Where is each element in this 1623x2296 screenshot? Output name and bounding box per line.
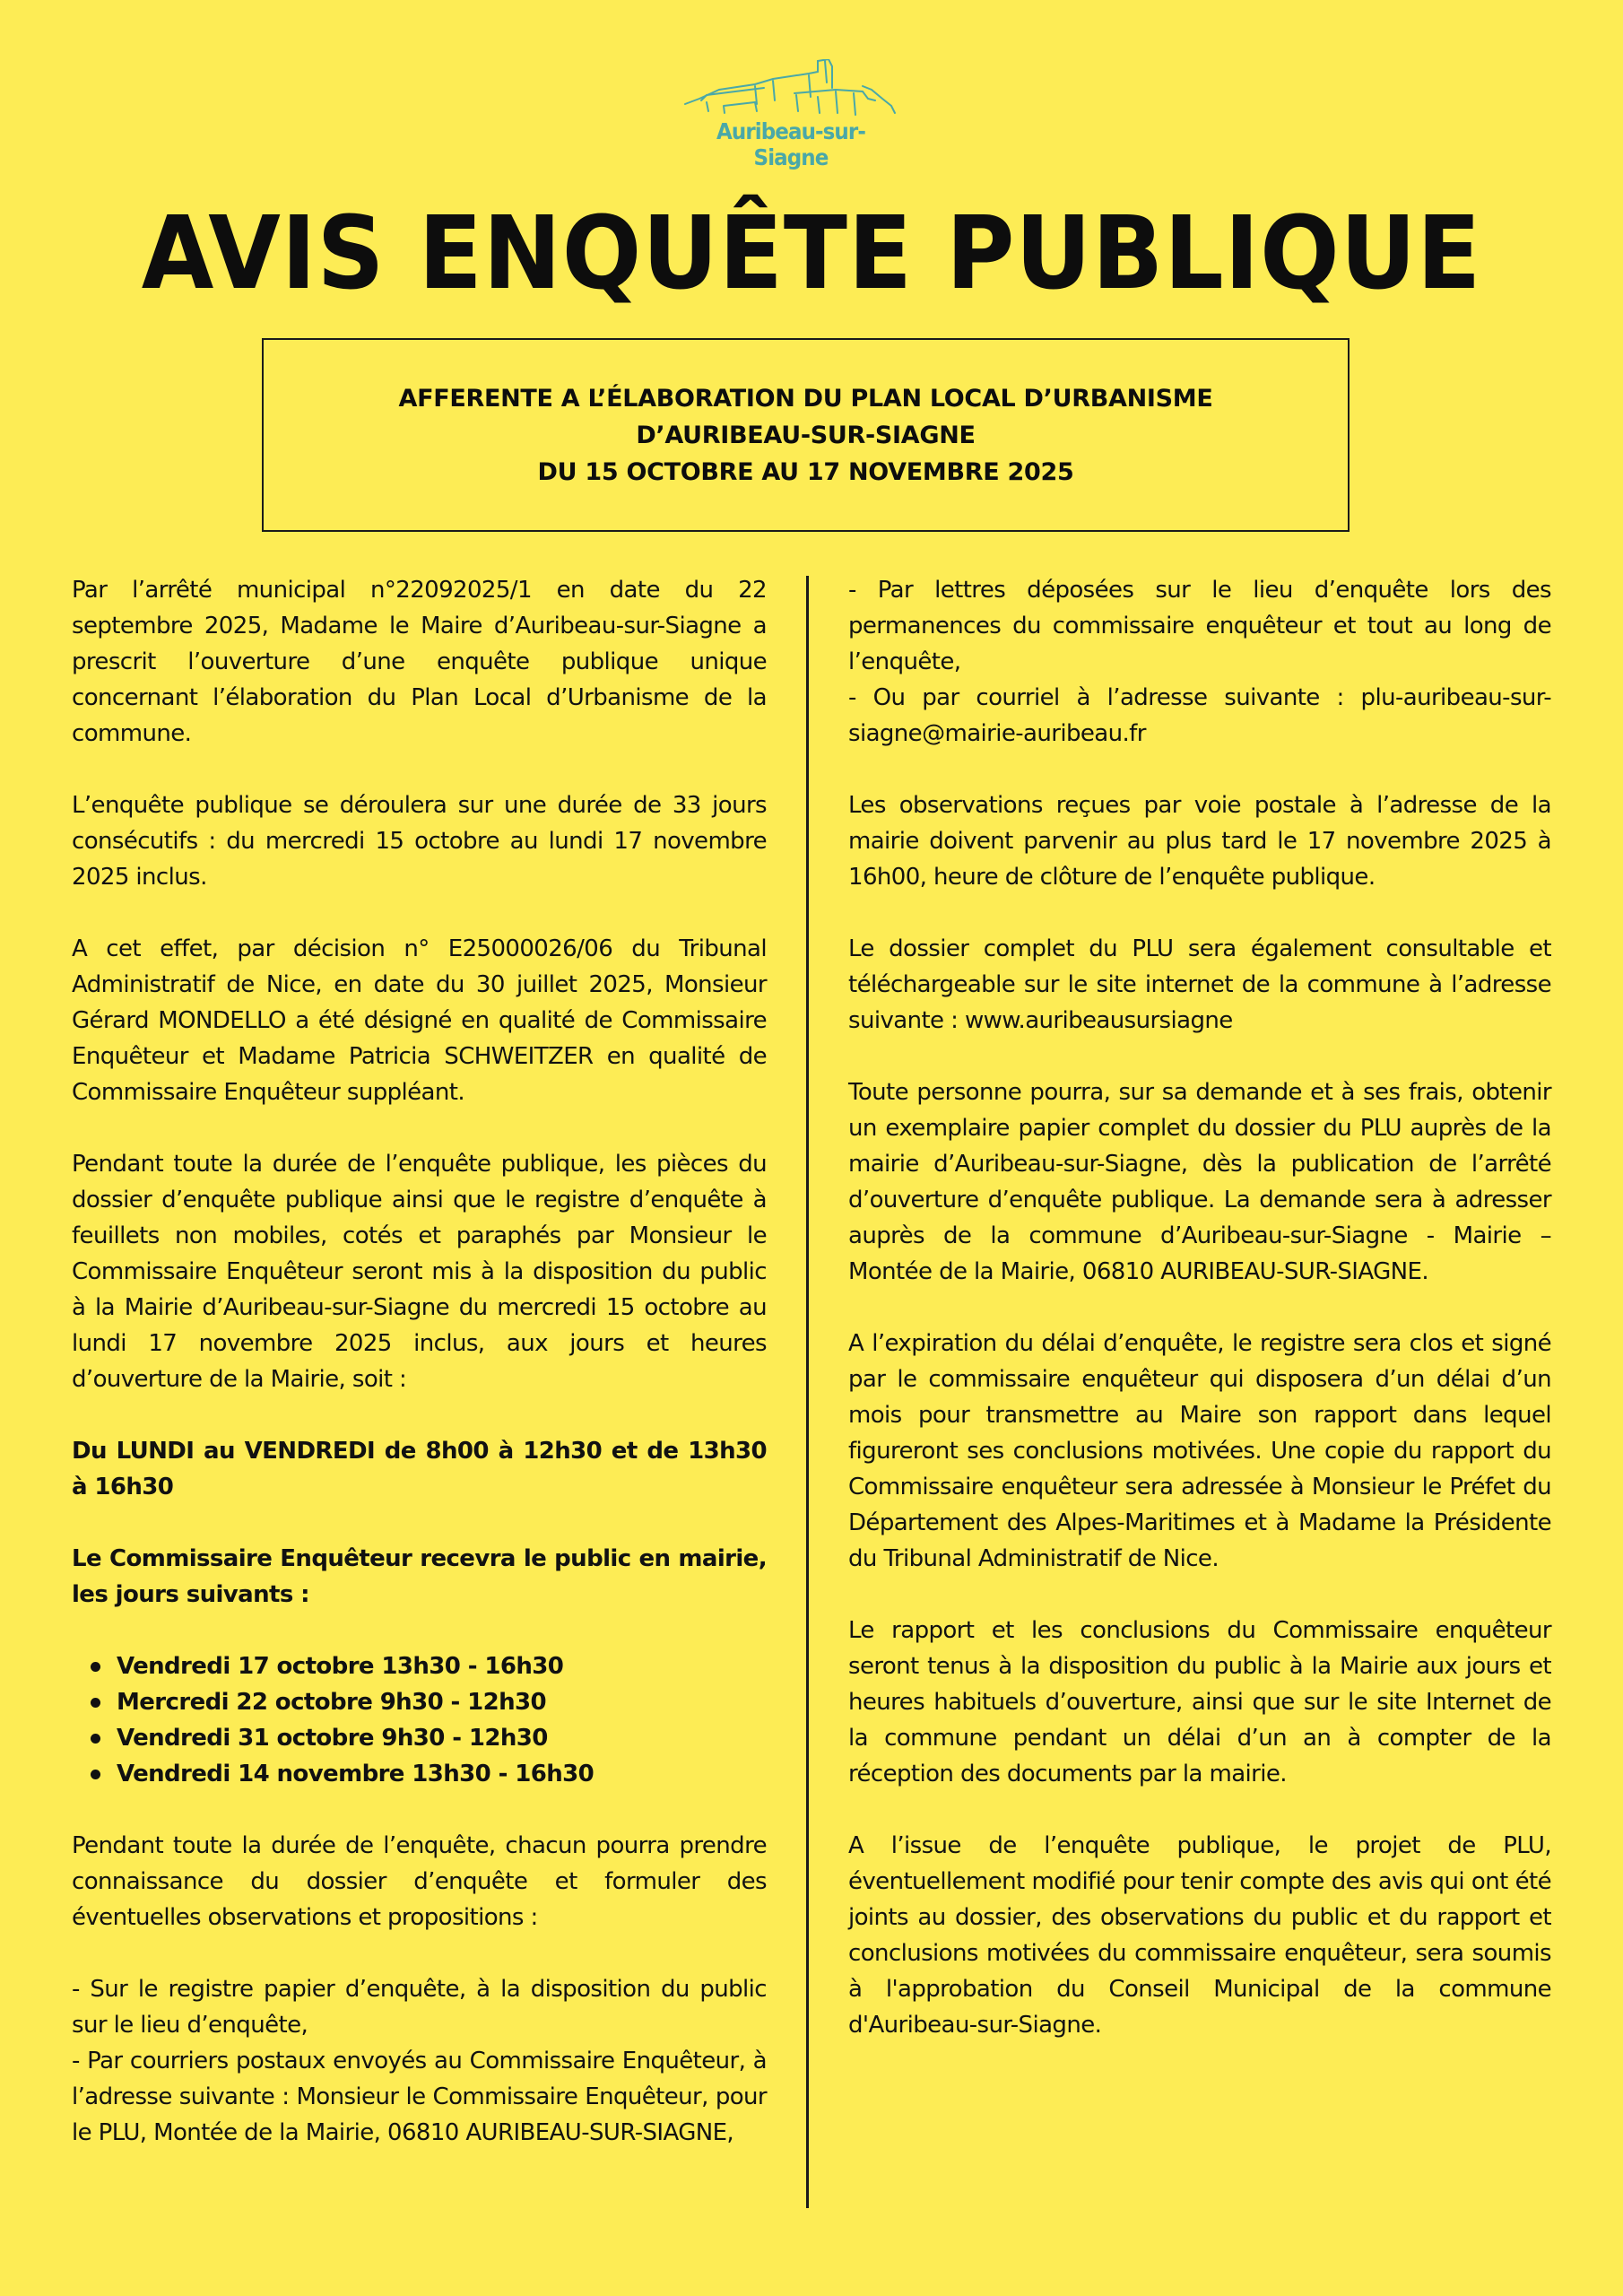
subtitle-line: D’AURIBEAU-SUR-SIAGNE [636, 421, 976, 449]
postal-deadline-paragraph: Les observations reçues par voie postale à l’adresse de la mairie doivent parvenir au plus tard le 17 novembre 2025 à 16h00, heure de clôture de l’enquête publique. [848, 792, 1551, 891]
permanence-date: Vendredi 17 octobre 13h30 - 16h30 [117, 1653, 564, 1680]
municipality-logo [674, 59, 907, 170]
subtitle-line: AFFERENTE A L’ÉLABORATION DU PLAN LOCAL D’URBANISME [398, 384, 1213, 413]
bullet-icon [91, 1698, 100, 1708]
subtitle-box [262, 338, 1350, 532]
dossier-paragraph: Pendant toute la durée de l’enquête publique, les pièces du dossier d’enquête publique ainsi que le registre d’enquête à feuillets non mobiles, cotés et paraphés par Monsieur le Commissaire Enquêteur seront mis à la disposition du public à la Mairie d’Auribeau-sur-Siagne du mercredi 15 octobre au lundi 17 novembre 2025 inclus, aux jours et heures d’ouverture de la Mairie, soit : [72, 1151, 767, 1393]
column-divider [806, 576, 809, 2208]
method-email [848, 680, 1551, 752]
website-label: Le dossier complet du PLU sera également consultable et téléchargeable sur le site internet de la commune à l’adresse suivante : [848, 935, 1551, 1034]
paper-copy-paragraph: Toute personne pourra, sur sa demande et à ses frais, obtenir un exemplaire papier complet du dossier du PLU auprès de la mairie d’Auribeau-sur-Siagne, dès la publication de l’arrêté d’ouverture d’enquête publique. La demande sera à adresser auprès de la commune d’Auribeau-sur-Siagne - Mairie – Montée de la Mairie, 06810 AURIBEAU-SUR-SIAGNE. [848, 1079, 1551, 1285]
list-item [72, 1720, 767, 1756]
email-link[interactable]: plu-auribeau-sur-siagne@mairie-auribeau.fr [848, 684, 1551, 747]
village-skyline-icon [683, 59, 898, 120]
method-postal: - Par courriers postaux envoyés au Commissaire Enquêteur, à l’adresse suivante : Monsieur le Commissaire Enquêteur, pour le PLU, Montée de la Mairie, 06810 AURIBEAU-SUR-SIAGNE, [72, 2048, 767, 2146]
bullet-icon [91, 1662, 100, 1672]
bullet-icon [91, 1734, 100, 1744]
method-register: - Sur le registre papier d’enquête, à la disposition du public sur le lieu d’enquête, [72, 1976, 767, 2039]
list-item [72, 1684, 767, 1720]
permanences-list [72, 1648, 767, 1792]
permanences-intro: Le Commissaire Enquêteur recevra le public en mairie, les jours suivants : [72, 1545, 767, 1608]
list-item [72, 1648, 767, 1684]
commissioner-paragraph: A cet effet, par décision n° E25000026/06 du Tribunal Administratif de Nice, en date du 30 juillet 2025, Monsieur Gérard MONDELLO a été désigné en qualité de Commissaire Enquêteur et Madame Patricia SCHWEITZER en qualité de Commissaire Enquêteur suppléant. [72, 935, 767, 1106]
report-availability-paragraph: Le rapport et les conclusions du Commissaire enquêteur seront tenus à la disposition du public à la Mairie aux jours et heures habituels d’ouverture, ainsi que sur le site Internet de la commune pendant un délai d’un an à compter de la réception des documents par la mairie. [848, 1617, 1551, 1787]
left-column [72, 572, 767, 2151]
subtitle-line: DU 15 OCTOBRE AU 17 NOVEMBRE 2025 [537, 457, 1074, 486]
permanence-date: Mercredi 22 octobre 9h30 - 12h30 [117, 1689, 547, 1716]
opening-hours: Du LUNDI au VENDREDI de 8h00 à 12h30 et de 13h30 à 16h30 [72, 1438, 767, 1500]
permanence-date: Vendredi 14 novembre 13h30 - 16h30 [117, 1761, 595, 1787]
website-link[interactable]: www.auribeausursiagne [964, 1007, 1233, 1034]
approval-paragraph: A l’issue de l’enquête publique, le projet de PLU, éventuellement modifié pour tenir compte des avis qui ont été joints au dossier, des observations du public et du rapport et conclusions motivées du commissaire enquêteur, sera soumis à l'approbation du Conseil Municipal de la commune d'Auribeau-sur-Siagne. [848, 1832, 1551, 2039]
page-title: AVIS ENQUÊTE PUBLIQUE [141, 196, 1482, 312]
list-item [72, 1756, 767, 1792]
logo-text: Auribeau-sur-Siagne [716, 118, 865, 170]
bullet-icon [91, 1770, 100, 1779]
method-letters: - Par lettres déposées sur le lieu d’enquête lors des permanences du commissaire enquêteur et tout au long de l’enquête, [848, 577, 1551, 675]
email-label: - Ou par courriel à l’adresse suivante : [848, 684, 1361, 711]
arrete-paragraph: Par l’arrêté municipal n°22092025/1 en date du 22 septembre 2025, Madame le Maire d’Auribeau-sur-Siagne a prescrit l’ouverture d’une enquête publique unique concernant l’élaboration du Plan Local d’Urbanisme de la commune. [72, 577, 767, 747]
expiration-paragraph: A l’expiration du délai d’enquête, le registre sera clos et signé par le commissaire enquêteur qui disposera d’un délai d’un mois pour transmettre au Maire son rapport dans lequel figureront ses conclusions motivées. Une copie du rapport du Commissaire enquêteur sera adressée à Monsieur le Préfet du Département des Alpes-Maritimes et à Madame la Présidente du Tribunal Administratif de Nice. [848, 1330, 1551, 1572]
right-column [848, 572, 1551, 2079]
permanence-date: Vendredi 31 octobre 9h30 - 12h30 [117, 1725, 548, 1752]
website-paragraph [848, 931, 1551, 1039]
duration-paragraph: L’enquête publique se déroulera sur une durée de 33 jours consécutifs : du mercredi 15 octobre au lundi 17 novembre 2025 inclus. [72, 792, 767, 891]
observations-intro: Pendant toute la durée de l’enquête, chacun pourra prendre connaissance du dossier d’enquête et formuler des éventuelles observations et propositions : [72, 1832, 767, 1931]
